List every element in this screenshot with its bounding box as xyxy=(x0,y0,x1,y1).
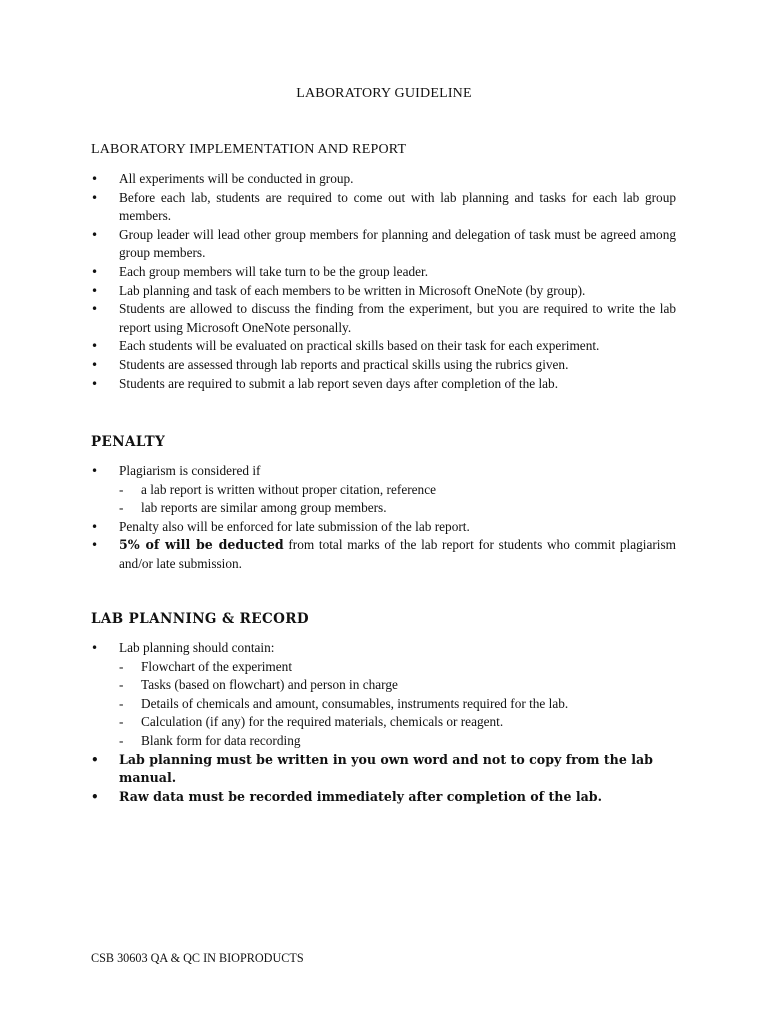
section-heading-implementation: LABORATORY IMPLEMENTATION AND REPORT xyxy=(91,142,407,157)
page-footer: CSB 30603 QA & QC IN BIOPRODUCTS xyxy=(91,951,304,965)
list-item xyxy=(91,639,676,751)
list-item xyxy=(91,462,676,518)
list-item: - Tasks (based on flowchart) and person in charge xyxy=(119,676,676,695)
planning-intro: Lab planning should contain: xyxy=(119,640,275,655)
section-heading-planning: LAB PLANNING & RECORD xyxy=(91,611,309,627)
document-title: LABORATORY GUIDELINE xyxy=(296,86,472,101)
list-item: - Details of chemicals and amount, consumables, instruments required for the lab. xyxy=(119,695,676,714)
list-item: • Students are required to submit a lab report seven days after completion of the lab. xyxy=(91,375,676,394)
list-item: - a lab report is written without proper citation, reference xyxy=(119,481,676,500)
implementation-list xyxy=(91,170,676,393)
list-item xyxy=(91,536,676,573)
penalty-list xyxy=(91,462,676,574)
plagiarism-conditions xyxy=(119,481,676,518)
planning-list xyxy=(91,639,676,806)
list-item: - Flowchart of the experiment xyxy=(119,658,676,677)
list-item: • Students are assessed through lab reports and practical skills using the rubrics given. xyxy=(91,356,676,375)
deduction-emphasis: 5% of will be deducted xyxy=(119,537,284,553)
section-heading-penalty: PENALTY xyxy=(91,434,166,450)
list-item: • Penalty also will be enforced for late submission of the lab report. xyxy=(91,518,676,537)
list-item: - Calculation (if any) for the required materials, chemicals or reagent. xyxy=(119,713,676,732)
list-item: - lab reports are similar among group members. xyxy=(119,499,676,518)
list-item: - Blank form for data recording xyxy=(119,732,676,751)
list-item: • Lab planning must be written in you own word and not to copy from the lab manual. xyxy=(91,751,676,788)
list-item: • All experiments will be conducted in group. xyxy=(91,170,676,189)
list-item: • Each students will be evaluated on practical skills based on their task for each experiment. xyxy=(91,337,676,356)
list-item: • Lab planning and task of each members to be written in Microsoft OneNote (by group). xyxy=(91,282,676,301)
list-item: • Group leader will lead other group members for planning and delegation of task must be agreed among group members. xyxy=(91,226,676,263)
list-item: • Before each lab, students are required to come out with lab planning and tasks for each lab group members. xyxy=(91,189,676,226)
list-item: • Raw data must be recorded immediately after completion of the lab. xyxy=(91,788,676,807)
list-item: • Students are allowed to discuss the finding from the experiment, but you are required to write the lab report using Microsoft OneNote personally. xyxy=(91,300,676,337)
deduction-text: from total marks of the lab report for students who commit plagiarism and/or late submission. xyxy=(119,537,676,571)
planning-contents xyxy=(119,658,676,751)
list-item: • Each group members will take turn to be the group leader. xyxy=(91,263,676,282)
plagiarism-intro: Plagiarism is considered if xyxy=(119,463,261,478)
